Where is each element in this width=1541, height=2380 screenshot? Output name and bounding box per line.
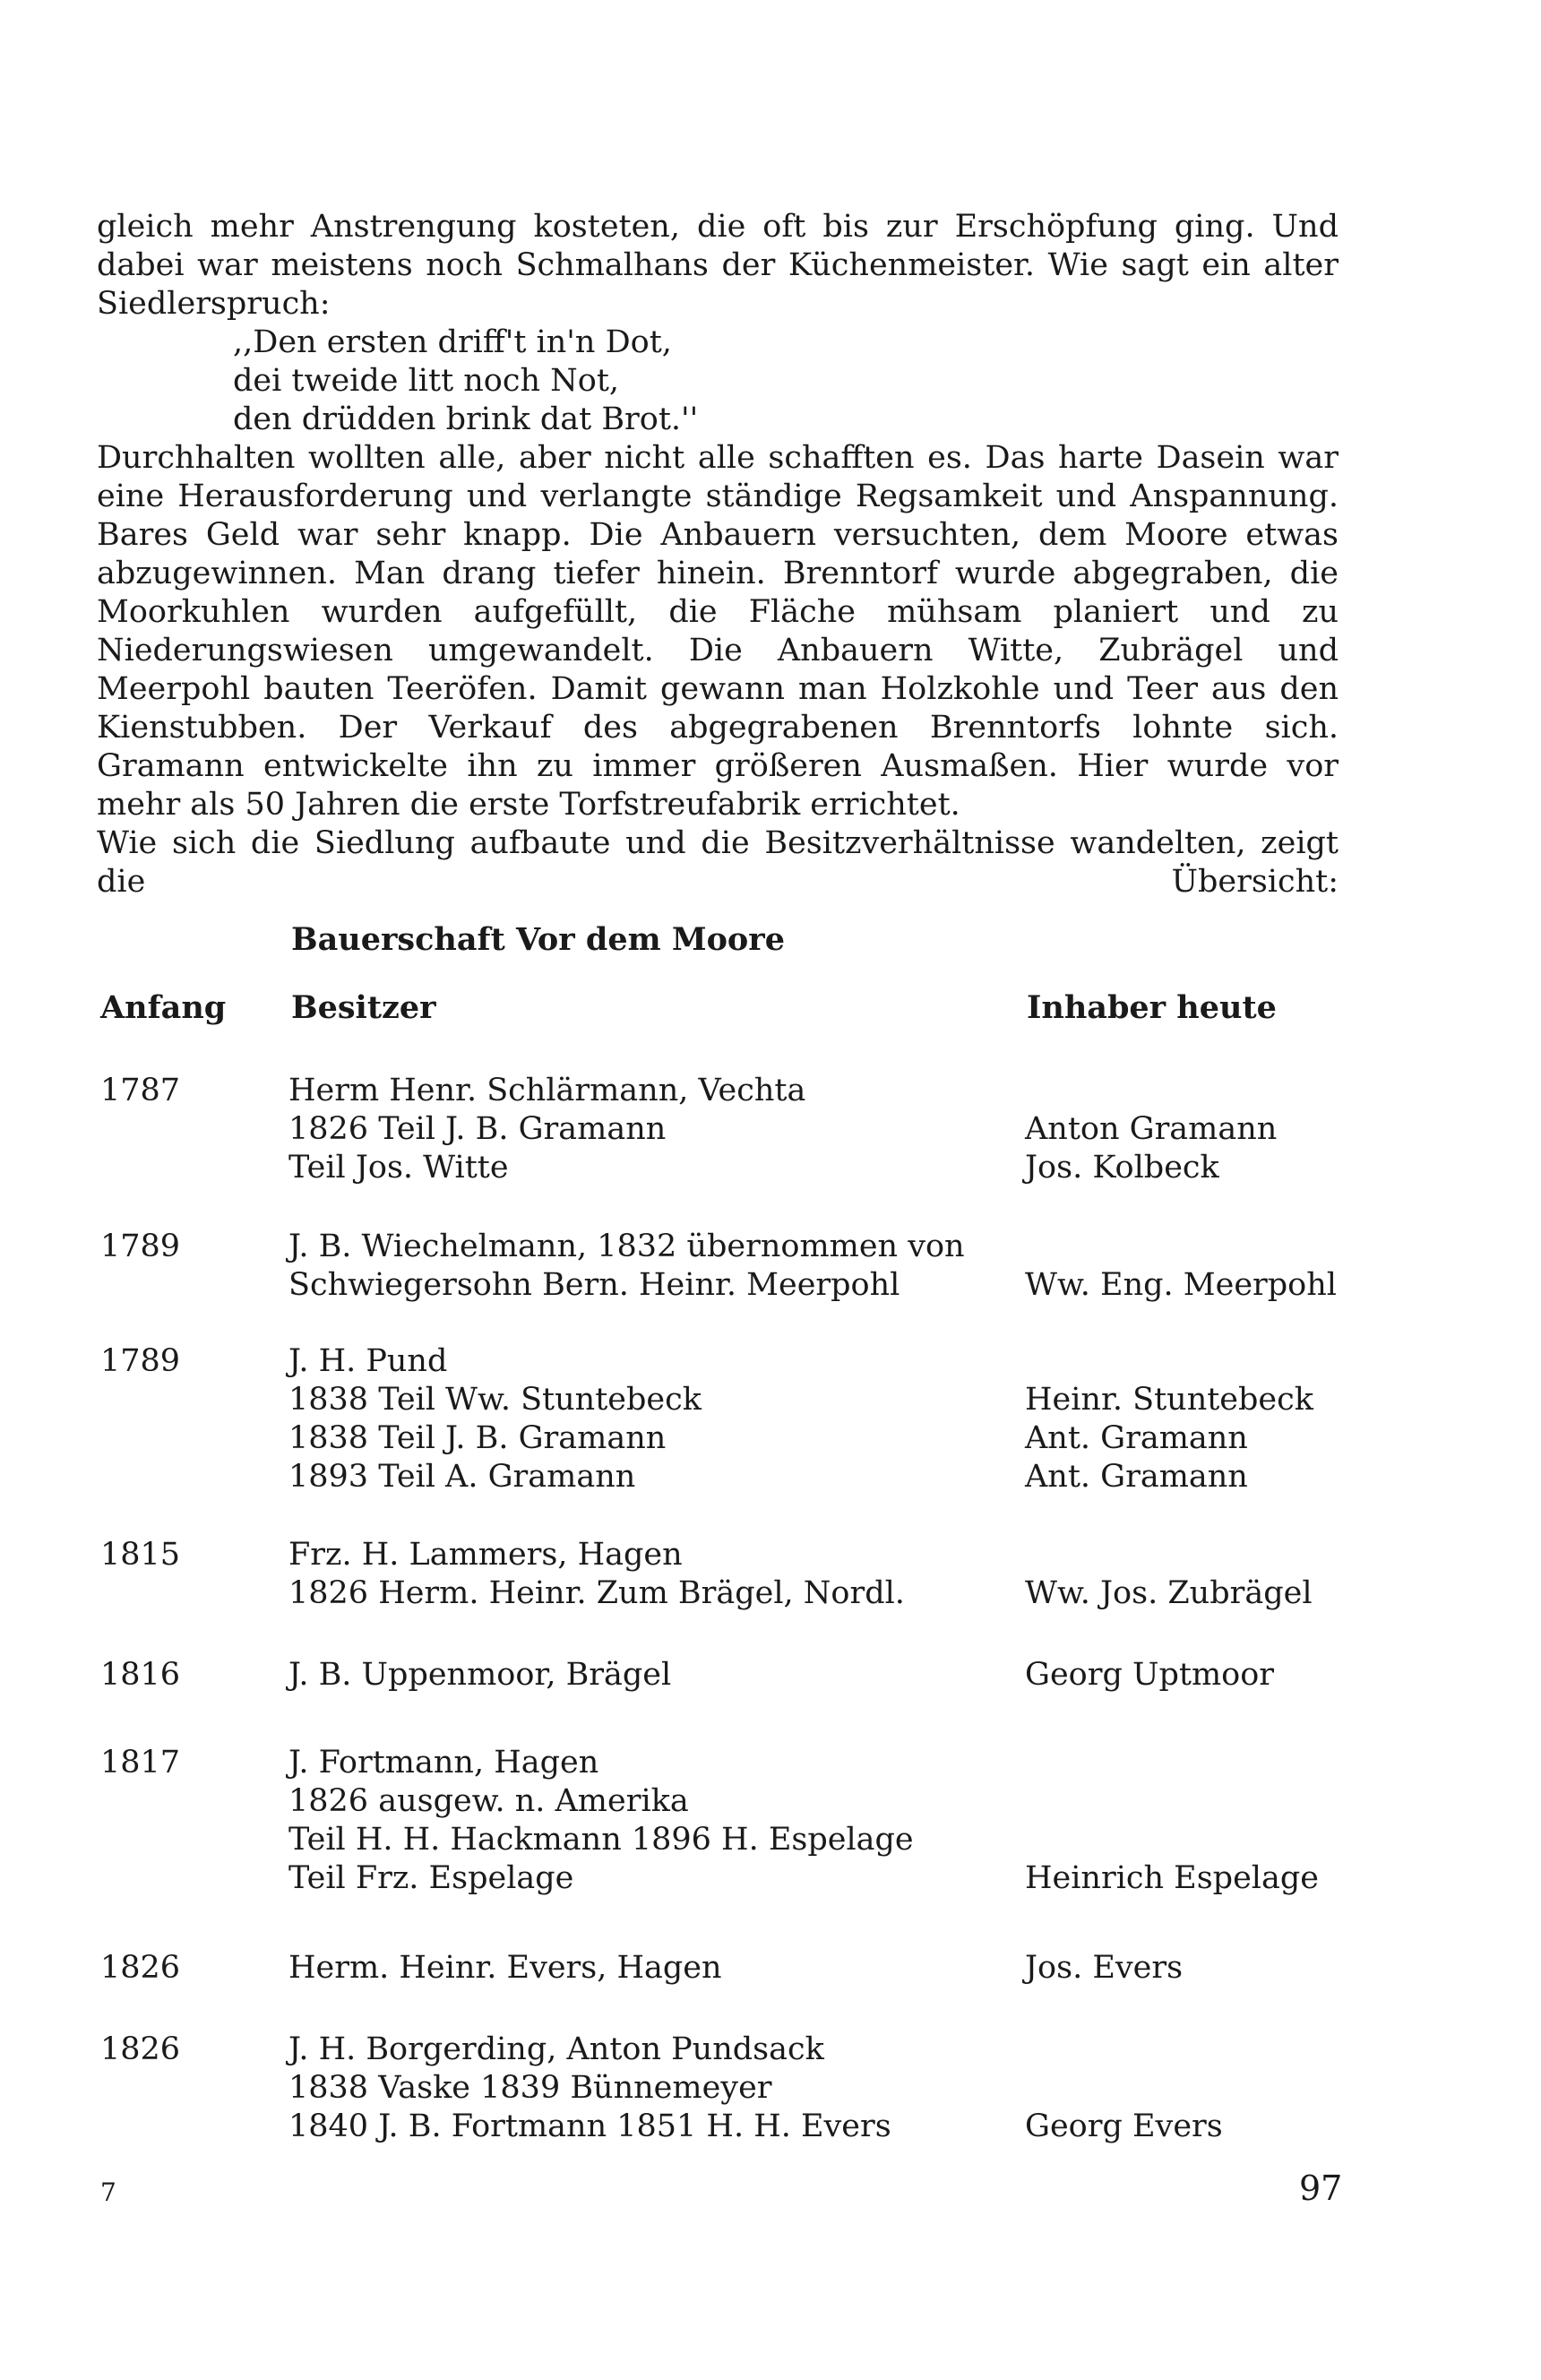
owner-line: Herm Henr. Schlärmann, Vechta	[288, 1073, 806, 1108]
holder-line	[1025, 1744, 1319, 1782]
paragraph-main: Durchhalten wollten alle, aber nicht alle schafften es. Das harte Dasein war eine Herausforderung und verlangte ständige Regsamkeit und Anspannung. Bares Geld war sehr knapp. Die Anbauern versuchten, dem Moore etwas abzugewinnen. Man drang tiefer hinein. Brenntorf wurde abgegraben, die Moorkuhlen wurden aufgefüllt, die Fläche mühsam planiert und zu Niederungswiesen umgewandelt. Die Anbauern Witte, Zubrägel und Meerpohl bauten Teeröfen. Damit gewann man Holzkohle und Teer aus den Kienstubben. Der Verkauf des abgegrabenen Brenntorfs lohnte sich. Gramann entwickelte ihn zu immer größeren Ausmaßen. Hier wurde vor mehr als 50 Jahren die erste Torfstreufabrik errichtet.	[97, 440, 1339, 823]
owner-line: 1826 Teil J. B. Gramann	[288, 1111, 667, 1147]
entry-owners	[288, 2031, 891, 2146]
owner-line: J. Fortmann, Hagen	[288, 1745, 599, 1781]
holder-line	[1025, 1342, 1313, 1381]
owner-line: Schwiegersohn Bern. Heinr. Meerpohl	[288, 1267, 900, 1303]
entry-year: 1815	[100, 1537, 181, 1573]
holder-line	[1025, 1536, 1313, 1574]
holder-line	[1025, 1821, 1319, 1859]
signature-mark: 7	[100, 2177, 116, 2207]
owner-line: Herm. Heinr. Evers, Hagen	[288, 1950, 722, 1986]
owner-line: 1893 Teil A. Gramann	[288, 1459, 636, 1495]
holder-line: Anton Gramann	[1025, 1111, 1278, 1147]
column-header-start: Anfang	[100, 989, 227, 1026]
owner-line: J. H. Borgerding, Anton Pundsack	[288, 2031, 824, 2067]
entry-owners	[288, 1744, 914, 1898]
owner-line: 1826 ausgew. n. Amerika	[288, 1783, 689, 1819]
holder-line: Ant. Gramann	[1025, 1459, 1248, 1495]
holder-line	[1025, 1072, 1277, 1110]
entry-owners	[288, 1536, 905, 1613]
owner-line: 1826 Herm. Heinr. Zum Brägel, Nordl.	[288, 1575, 905, 1611]
owner-line: Teil Frz. Espelage	[288, 1860, 574, 1896]
holder-line: Heinrich Espelage	[1025, 1860, 1319, 1896]
column-header-holder: Inhaber heute	[1027, 989, 1277, 1026]
entry-year: 1789	[100, 1343, 181, 1379]
body-text	[97, 208, 1339, 901]
owner-line: J. B. Wiechelmann, 1832 übernommen von	[288, 1229, 965, 1264]
holder-line: Jos. Kolbeck	[1025, 1150, 1219, 1186]
entry-owners	[288, 1228, 965, 1305]
holder-line	[1025, 1782, 1319, 1821]
entry-holders	[1025, 1072, 1277, 1187]
holder-line: Ant. Gramann	[1025, 1420, 1248, 1456]
owner-line: Teil Jos. Witte	[288, 1150, 509, 1186]
holder-line	[1025, 2069, 1223, 2108]
verse-line-1: ,,Den ersten driff't in'n Dot,	[233, 324, 672, 360]
paragraph-intro: gleich mehr Anstrengung kosteten, die oft bis zur Erschöpfung ging. Und dabei war meistens noch Schmalhans der Küchenmeister. Wie sagt ein alter Siedlerspruch:	[97, 209, 1339, 322]
entry-year: 1816	[100, 1657, 181, 1693]
table-heading: Bauerschaft Vor dem Moore	[291, 921, 785, 958]
paragraph-overview: Wie sich die Siedlung aufbaute und die Besitzverhältnisse wandelten, zeigt die Übersicht:	[97, 825, 1339, 900]
holder-line: Georg Uptmoor	[1025, 1657, 1275, 1693]
entry-holders	[1025, 1656, 1274, 1694]
holder-line: Jos. Evers	[1025, 1950, 1184, 1986]
owner-line: 1840 J. B. Fortmann 1851 H. H. Evers	[288, 2108, 891, 2144]
page-number: 97	[1299, 2169, 1343, 2208]
holder-line: Heinr. Stuntebeck	[1025, 1382, 1313, 1418]
entry-holders	[1025, 2031, 1223, 2146]
holder-line	[1025, 1228, 1337, 1266]
holder-line: Georg Evers	[1025, 2108, 1223, 2144]
holder-line: Ww. Jos. Zubrägel	[1025, 1575, 1313, 1611]
entry-owners	[288, 1342, 702, 1496]
entry-year: 1826	[100, 1950, 181, 1986]
holder-line	[1025, 2031, 1223, 2069]
entry-year: 1787	[100, 1073, 181, 1108]
entry-year: 1817	[100, 1745, 181, 1781]
owner-line: 1838 Teil J. B. Gramann	[288, 1420, 667, 1456]
entry-holders	[1025, 1536, 1313, 1613]
entry-owners	[288, 1072, 805, 1187]
verse-line-3: den drüdden brink dat Brot.''	[233, 401, 699, 437]
entry-owners	[288, 1656, 671, 1694]
owner-line: J. H. Pund	[288, 1343, 448, 1379]
owner-line: 1838 Vaske 1839 Bünnemeyer	[288, 2070, 772, 2106]
entry-owners	[288, 1949, 722, 1988]
holder-line: Ww. Eng. Meerpohl	[1025, 1267, 1337, 1303]
owner-line: Teil H. H. Hackmann 1896 H. Espelage	[288, 1822, 914, 1858]
owner-line: 1838 Teil Ww. Stuntebeck	[288, 1382, 702, 1418]
entry-holders	[1025, 1744, 1319, 1898]
entry-holders	[1025, 1342, 1313, 1496]
entry-year: 1789	[100, 1229, 181, 1264]
entry-holders	[1025, 1949, 1183, 1988]
entry-year: 1826	[100, 2031, 181, 2067]
column-header-owner: Besitzer	[291, 989, 436, 1026]
owner-line: J. B. Uppenmoor, Brägel	[288, 1657, 672, 1693]
entry-holders	[1025, 1228, 1337, 1305]
verse-line-2: dei tweide litt noch Not,	[233, 363, 620, 399]
owner-line: Frz. H. Lammers, Hagen	[288, 1537, 683, 1573]
